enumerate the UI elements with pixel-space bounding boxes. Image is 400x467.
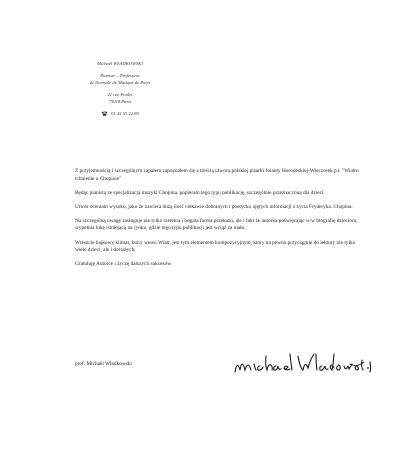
handwritten-signature	[230, 342, 380, 382]
body-paragraph-5: Wreszcie bajkowy klimat, który wnosi Wiatr, jest tym elementem kompozycyjnym, który na pewno przyciągnie do lektury nie tylko wiele dzieci, ale i dorosłych.	[75, 239, 356, 254]
letterhead-city: 75018 Paris	[108, 99, 132, 104]
letterhead-phone-row	[60, 110, 180, 117]
body-paragraph-1: Z przyjemnością i szczególnym zapałem zapoznałem się z treścią utworu polskiej pisarki Jolanty Horodeckiej-Wieczorek p.t. "Wiatru tchnienie o Chopinie"	[75, 168, 359, 182]
letterhead	[60, 60, 180, 117]
body-paragraph-6: Gratuluję Autorce i życzę dalszych sukcesów.	[75, 261, 173, 268]
letterhead-name: Michaël WŁADKOWSKI	[97, 61, 143, 66]
body-paragraph-2: Będąc pianistą ze specjalizacją muzyki Chopina, popieram tego typu publikację, szczególnie przeznaczoną dla dzieci.	[75, 189, 325, 196]
letter-body	[75, 168, 365, 275]
letterhead-phone: 01 42 55 22 89	[111, 111, 139, 116]
letterhead-street: 21 rue Poulet	[107, 92, 133, 97]
closing-name: prof. Michaël Władkowski	[75, 361, 132, 367]
letterhead-title-line1: Pianiste – Professeur	[100, 73, 140, 78]
body-paragraph-3: Utwór oceniam wysoko, jako że zawiera dużą ilość ciekawie dobranych i poetycko ujętych informacji z życia Fryderyka. Chopina.	[75, 203, 353, 210]
body-paragraph-4: Na szczególną uwagę zasługuje nie tylko rzetelna i bogata forma przekazu, ale i fakt że autorka poświęcając w/w biografię dzieciom, wypełnia lukę istniejącą na rynku, gdzie tego typu publikacji jest wciąż za mało.	[75, 217, 358, 232]
letterhead-title-line2: de Normale de Musique de Paris	[89, 80, 151, 85]
telephone-icon	[101, 111, 108, 116]
